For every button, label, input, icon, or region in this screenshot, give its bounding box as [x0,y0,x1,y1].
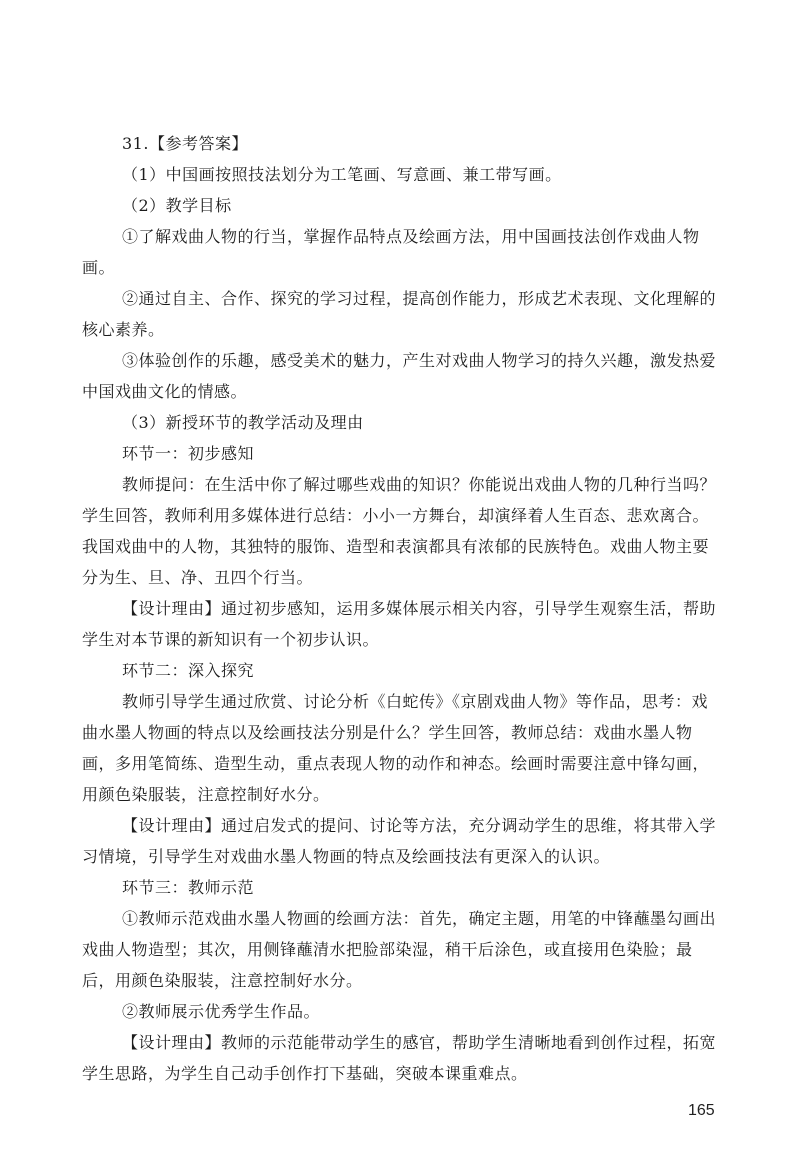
section-heading: 环节一：初步感知 [122,444,255,463]
answer-heading: 31.【参考答案】 [122,134,248,153]
paragraph: （3）新授环节的教学活动及理由 [122,413,364,432]
document-body [82,128,722,1089]
design-reason: 【设计理由】通过初步感知，运用多媒体展示相关内容，引导学生观察生活，帮助学生对本节课的新知识有一个初步认识。 [82,599,717,649]
paragraph: （2）教学目标 [122,196,232,215]
design-reason: 【设计理由】通过启发式的提问、讨论等方法，充分调动学生的思维，将其带入学习情境，引导学生对戏曲水墨人物画的特点及绘画技法有更深入的认识。 [82,816,717,866]
paragraph: 教师提问：在生活中你了解过哪些戏曲的知识？你能说出戏曲人物的几种行当吗？学生回答，教师利用多媒体进行总结：小小一方舞台，却演绎着人生百态、悲欢离合。我国戏曲中的人物，其独特的服饰、造型和表演都具有浓郁的民族特色。戏曲人物主要分为生、旦、净、丑四个行当。 [82,475,717,587]
design-reason: 【设计理由】教师的示范能带动学生的感官，帮助学生清晰地看到创作过程，拓宽学生思路，为学生自己动手创作打下基础，突破本课重难点。 [82,1033,717,1083]
paragraph: ②通过自主、合作、探究的学习过程，提高创作能力，形成艺术表现、文化理解的核心素养。 [82,289,717,339]
paragraph: （1）中国画按照技法划分为工笔画、写意画、兼工带写画。 [122,165,562,184]
page-number: 165 [688,1102,715,1119]
section-heading: 环节二：深入探究 [122,661,255,680]
paragraph: ③体验创作的乐趣，感受美术的魅力，产生对戏曲人物学习的持久兴趣，激发热爱中国戏曲文化的情感。 [82,351,717,401]
section-heading: 环节三：教师示范 [122,878,255,897]
paragraph: ①了解戏曲人物的行当，掌握作品特点及绘画方法，用中国画技法创作戏曲人物画。 [82,227,700,277]
paragraph: ①教师示范戏曲水墨人物画的绘画方法：首先，确定主题，用笔的中锋蘸墨勾画出戏曲人物造型；其次，用侧锋蘸清水把脸部染湿，稍干后涂色，或直接用色染脸；最后，用颜色染服装，注意控制好水分。 [82,909,717,990]
paragraph: 教师引导学生通过欣赏、讨论分析《白蛇传》《京剧戏曲人物》等作品，思考：戏曲水墨人物画的特点以及绘画技法分别是什么？学生回答，教师总结：戏曲水墨人物画，多用笔简练、造型生动，重点表现人物的动作和神态。绘画时需要注意中锋勾画，用颜色染服装，注意控制好水分。 [82,692,710,804]
paragraph: ②教师展示优秀学生作品。 [122,1002,321,1021]
